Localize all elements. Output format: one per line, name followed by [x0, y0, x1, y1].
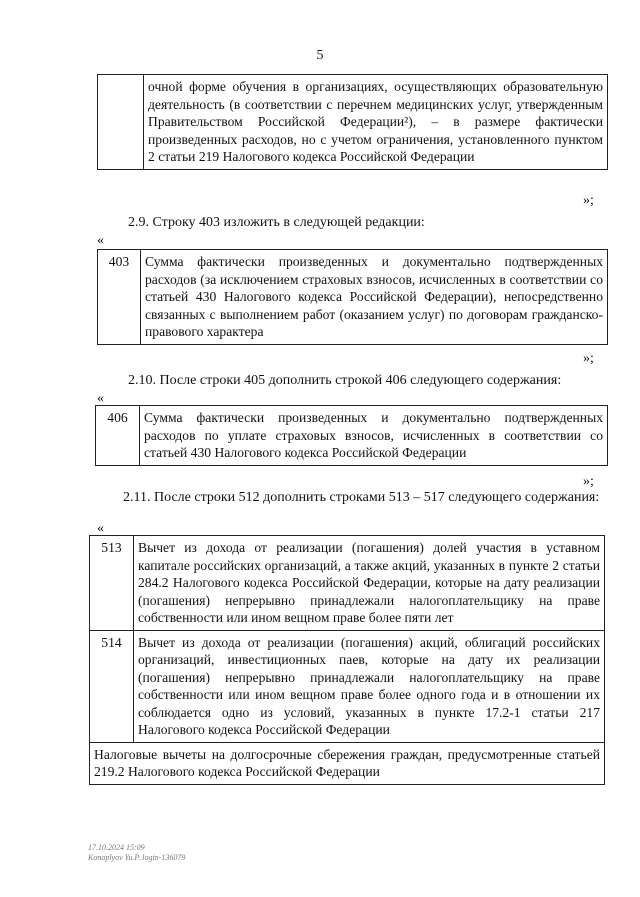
row-text: Сумма фактически произведенных и документально подтвержденных расходов по уплате страховых взносов, исчисленных в соответствии со статьей 430 Налогового кодекса Российской Федерации [140, 406, 608, 466]
row-code: 406 [96, 406, 140, 466]
section-2-10-heading: 2.10. После строки 405 дополнить строкой 406 следующего содержания: [128, 373, 562, 388]
table-row [96, 406, 608, 466]
row-text: очной форме обучения в организациях, осуществляющих образовательную деятельность (в соответствии с перечнем медицинских услуг, утвержденным Правительством Российской Федерации²), – в размере фактически произведенных расходов, но с учетом ограничения, установленного пунктом 2 статьи 219 Налогового кодекса Российской Федерации [144, 75, 608, 170]
closing-quote: »; [583, 193, 594, 208]
closing-quote: »; [583, 351, 594, 366]
table-row [98, 250, 608, 345]
row-text: Вычет из дохода от реализации (погашения) акций, облигаций российских организаций, инвестиционных паев, которые на дату их реализации (погашения) непрерывно принадлежали налогоплательщику на праве собственности или ином вещном праве более одного года и в отношении их соблюдается одно из условий, указанных в пункте 17.2-1 статьи 217 Налогового кодекса Российской Федерации [134, 630, 605, 742]
table-row [90, 630, 605, 742]
row-code: 513 [90, 536, 134, 631]
table-row-406 [95, 405, 608, 466]
closing-quote: »; [583, 474, 594, 489]
row-code [98, 75, 144, 170]
table-top-continuation [97, 74, 608, 170]
opening-quote: « [97, 233, 104, 248]
page-number: 5 [316, 48, 324, 63]
section-2-11-heading: 2.11. После строки 512 дополнить строками 513 – 517 следующего содержания: [123, 490, 600, 505]
footer-stamp [88, 843, 185, 863]
footer-user: Konoplyov Yu.P. login-136079 [88, 853, 186, 862]
row-text: Сумма фактически произведенных и документально подтвержденных расходов (за исключением страховых взносов, исчисленных в соответствии со статьей 430 Налогового кодекса Российской Федерации), непосредственно связанных с выполнением работ (оказанием услуг) по договорам гражданско-правового характера [141, 250, 608, 345]
table-row [90, 742, 605, 784]
opening-quote: « [97, 521, 104, 536]
footer-date: 17.10.2024 15:09 [88, 843, 145, 852]
row-text: Вычет из дохода от реализации (погашения) долей участия в уставном капитале российских организаций, а также акций, указанных в пункте 2 статьи 284.2 Налогового кодекса Российской Федерации, которые на дату реализации (погашения) непрерывно принадлежали налогоплательщику на праве собственности или ином вещном праве более пяти лет [134, 536, 605, 631]
section-2-9-heading: 2.9. Строку 403 изложить в следующей редакции: [128, 215, 425, 230]
table-row [90, 536, 605, 631]
section-subheading: Налоговые вычеты на долгосрочные сбережения граждан, предусмотренные статьей 219.2 Налогового кодекса Российской Федерации [90, 742, 605, 784]
table-rows-513-514 [89, 535, 605, 785]
opening-quote: « [97, 391, 104, 406]
row-code: 403 [98, 250, 141, 345]
table-row [98, 75, 608, 170]
table-row-403 [97, 249, 608, 345]
row-code: 514 [90, 630, 134, 742]
